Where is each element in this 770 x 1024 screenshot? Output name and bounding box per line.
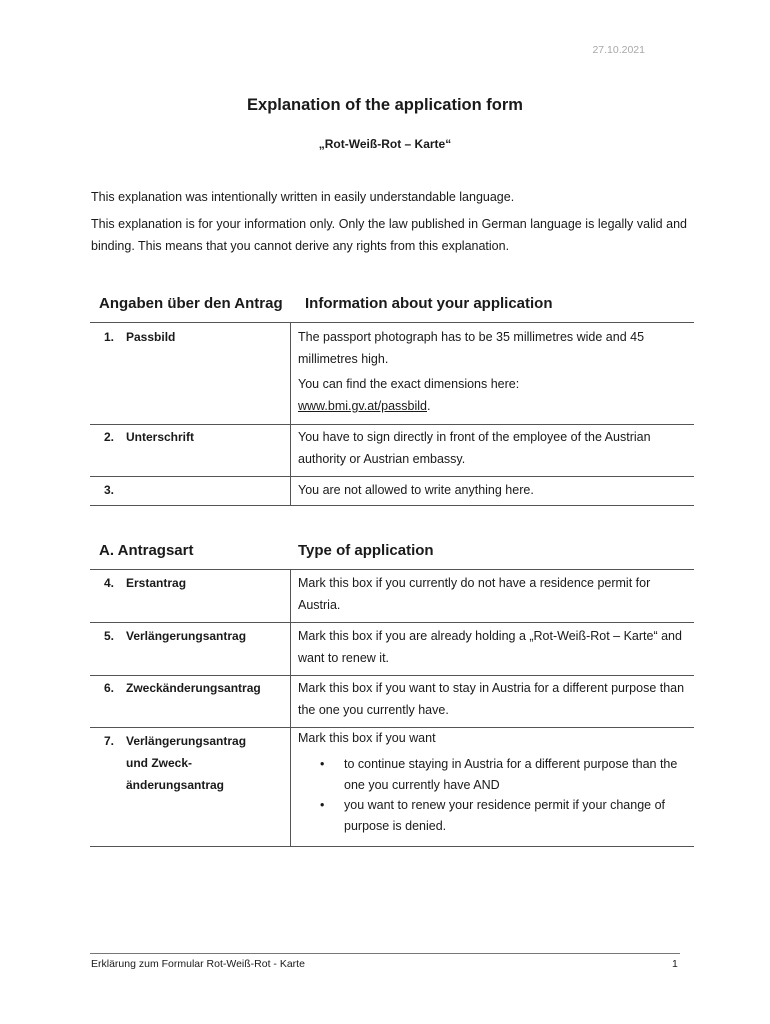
table-row-label — [104, 730, 246, 796]
section1-heading-en: Information about your application — [305, 295, 553, 312]
table-divider — [90, 424, 694, 425]
list-item: • you want to renew your residence permit if your change of purpose is denied. — [298, 795, 688, 836]
table-row-label — [104, 625, 246, 647]
page-title: Explanation of the application form — [247, 96, 523, 114]
footer-divider — [90, 953, 680, 954]
intro-paragraph-1: This explanation was intentionally written in easily understandable language. — [91, 190, 515, 204]
bullet-list — [298, 754, 688, 836]
row-number: 2. — [104, 430, 115, 444]
passbild-link[interactable]: www.bmi.gv.at/passbild — [298, 399, 427, 413]
table-row-label — [104, 326, 175, 348]
list-item: • to continue staying in Austria for a different purpose than the one you currently have AND — [298, 754, 688, 795]
document-date: 27.10.2021 — [592, 44, 645, 56]
row-text: Mark this box if you are already holding a „Rot-Weiß-Rot – Karte“ and want to renew it. — [298, 629, 682, 665]
bullet-icon: • — [320, 757, 325, 771]
row-number: 3. — [104, 483, 115, 497]
table-divider — [90, 846, 694, 847]
table-row-label — [104, 572, 186, 594]
row-label: Erstantrag — [126, 576, 187, 590]
row-text: Mark this box if you want to stay in Austria for a different purpose than the one you currently have. — [298, 681, 685, 717]
table-row-description — [298, 479, 688, 501]
section2-heading-de: A. Antragsart — [99, 542, 194, 559]
table-row-description — [298, 727, 688, 836]
section2-heading-en: Type of application — [298, 542, 434, 559]
row-label: Passbild — [126, 330, 176, 344]
row-label: Unterschrift — [126, 430, 195, 444]
table-column-divider — [290, 570, 291, 847]
table-row-label — [104, 479, 126, 501]
table-divider — [90, 505, 694, 506]
row-label: Zweckänderungsantrag — [126, 681, 261, 695]
table-column-divider — [290, 323, 291, 506]
table-row-description — [298, 677, 688, 721]
table-divider — [90, 569, 694, 570]
table-divider — [90, 476, 694, 477]
row-text: The passport photograph has to be 35 millimetres wide and 45 millimetres high. — [298, 330, 645, 366]
table-divider — [90, 622, 694, 623]
table-row-description — [298, 625, 688, 669]
row-text: You can find the exact dimensions here: www.bmi.gv.at/passbild. — [298, 377, 520, 413]
table-row-label — [104, 677, 261, 699]
footer-text: Erklärung zum Formular Rot-Weiß-Rot - Karte — [91, 958, 305, 970]
page-subtitle: „Rot-Weiß-Rot – Karte“ — [318, 137, 452, 151]
row-number: 4. — [104, 576, 115, 590]
table-row-description — [298, 426, 688, 470]
row-text: You are not allowed to write anything here. — [298, 483, 534, 497]
table-divider — [90, 675, 694, 676]
row-text: Mark this box if you currently do not have a residence permit for Austria. — [298, 576, 651, 612]
row-label: Verlängerungsantrag und Zweck- änderungsantrag — [126, 734, 247, 792]
row-text: You have to sign directly in front of the employee of the Austrian authority or Austrian embassy. — [298, 430, 651, 466]
table-row-description — [298, 326, 688, 417]
row-label: Verlängerungsantrag — [126, 629, 247, 643]
table-row-label — [104, 426, 194, 448]
row-number: 1. — [104, 330, 115, 344]
bullet-icon: • — [320, 798, 325, 812]
page-number: 1 — [672, 958, 678, 970]
row-number: 6. — [104, 681, 115, 695]
table-row-description — [298, 572, 688, 616]
section1-heading-de: Angaben über den Antrag — [99, 295, 283, 312]
table-divider — [90, 322, 694, 323]
intro-paragraph-2: This explanation is for your information only. Only the law published in German language is legally valid and binding. This means that you cannot derive any rights from this explanation. — [91, 217, 687, 253]
row-text: Mark this box if you want — [298, 731, 436, 745]
row-number: 7. — [104, 734, 115, 748]
row-number: 5. — [104, 629, 115, 643]
